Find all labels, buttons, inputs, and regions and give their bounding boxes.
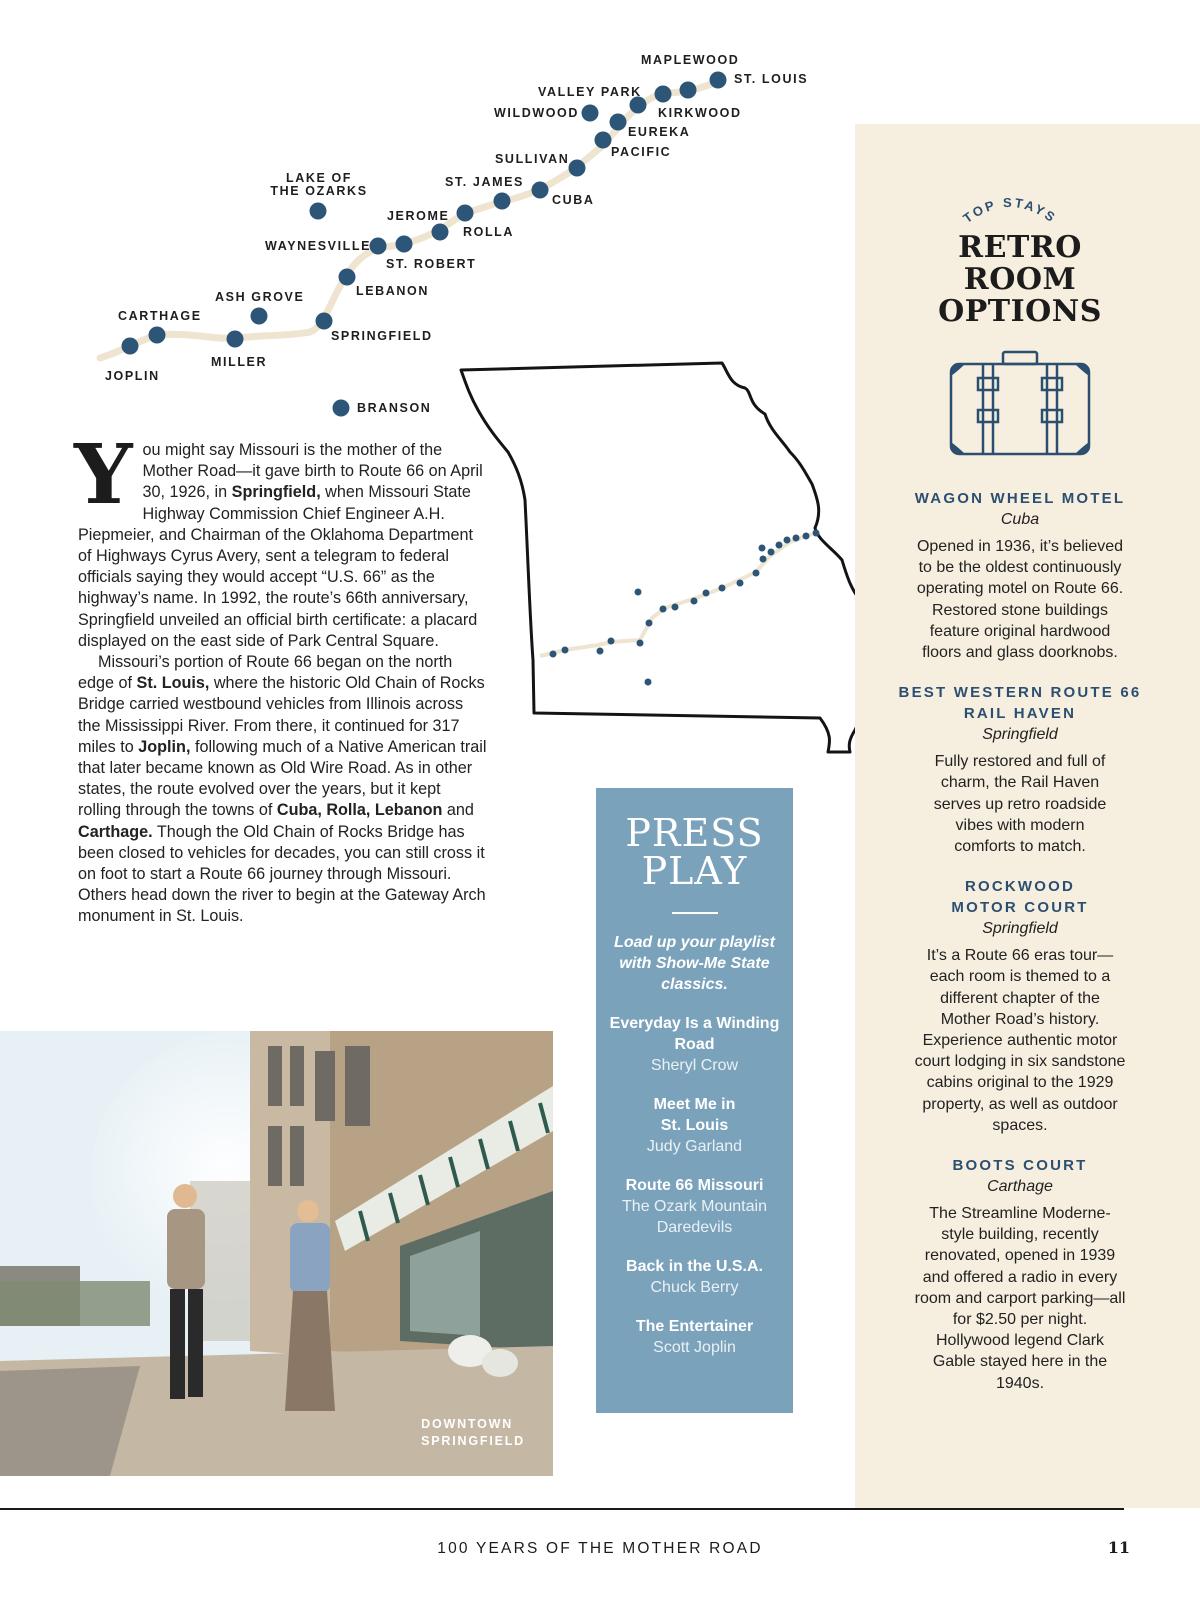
article-text: when Missouri State Highway Commission Chief Engineer A.H. Piepmeier, and Chairman of the Oklahoma Department of Highways Cyrus Avery, sent a telegram to federal officials saying they would accept “U.S. 66” as the highway’s name. In 1992, the route’s 66th anniversary, Springfield unveiled an official birth certificate: a placard displayed on the east side of Park Central Square. [78, 483, 478, 650]
svg-text:TOP STAYS [960, 195, 1059, 226]
stay-city: Carthage [987, 1178, 1053, 1196]
city-dot-waynesville [370, 238, 387, 255]
city-label: ST. ROBERT [386, 257, 477, 271]
city-dot-sullivan [569, 160, 586, 177]
city-label: JEROME [387, 209, 450, 223]
divider [672, 912, 718, 914]
song-title: Meet Me in St. Louis [653, 1096, 736, 1134]
article-text: Though the Old Chain of Rocks Bridge has been closed to vehicles for decades, you can still cross it on foot to start a Route 66 journey through Missouri. Others head down the river to begin at the Gateway Arch monument in St. Louis. [78, 822, 486, 926]
stay-city: Cuba [1000, 511, 1040, 528]
photo-caption-line: DOWNTOWN [421, 1417, 514, 1431]
city-label: CARTHAGE [118, 309, 202, 323]
city-dot-lake-ozarks [310, 203, 327, 220]
city-labels [105, 53, 808, 415]
city-label: BRANSON [357, 401, 432, 415]
song-artist: Judy Garland [646, 1138, 743, 1155]
city-label: WILDWOOD [494, 106, 580, 120]
section-title [855, 232, 1185, 328]
city-dot-wildwood [582, 105, 599, 122]
city-dot-cuba [532, 182, 549, 199]
missouri-outline [461, 363, 872, 752]
city-dot-lebanon [339, 269, 356, 286]
stays-list [855, 488, 1185, 1413]
city-dot-kirkwood [630, 97, 647, 114]
top-stays-sidebar [855, 124, 1200, 1508]
stay-item [855, 488, 1185, 663]
stay-item [855, 876, 1185, 1136]
song-item [596, 1013, 793, 1076]
article-paragraph-1 [74, 427, 488, 652]
stay-description: It’s a Route 66 eras tour—each room is themed to a different chapter of the Mother Road’s history. Experience authentic motor court lodging in six sandstone cabins original to the 1929 property, as well as outdoor spaces. [914, 947, 1126, 1134]
article-paragraph-2 [78, 652, 488, 928]
bold-place-name: Carthage. [78, 822, 153, 841]
city-dot-joplin [122, 338, 139, 355]
city-label: ROLLA [463, 225, 515, 239]
city-dot-st-robert [396, 236, 413, 253]
song-list [596, 1013, 793, 1358]
city-label: KIRKWOOD [658, 106, 742, 120]
city-dot-pacific [595, 132, 612, 149]
downtown-springfield-photo [0, 1031, 553, 1476]
street-scene-illustration [0, 1031, 553, 1476]
song-artist: Chuck Berry [650, 1279, 739, 1296]
city-label: VALLEY PARK [538, 85, 642, 99]
city-label: PACIFIC [611, 145, 672, 159]
stay-city: Springfield [982, 920, 1058, 938]
mini-dots [550, 530, 820, 686]
city-label: LAKE OF [285, 171, 353, 185]
footer-title: 100 YEARS OF THE MOTHER ROAD [437, 1540, 763, 1557]
city-label: ST. JAMES [445, 175, 524, 189]
city-dot-branson [333, 400, 350, 417]
city-label: ASH GROVE [215, 290, 305, 304]
page-number: 11 [1107, 1538, 1130, 1557]
city-dot-jerome [457, 205, 474, 222]
stay-item [855, 682, 1185, 857]
article-text: and [442, 801, 474, 820]
title-line: RETRO [958, 230, 1082, 265]
stay-description: The Streamline Moderne-style building, recently renovated, opened in 1939 and offered a radio in every room and carport parking—all for $2.50 per night. Hollywood legend Clark Gable stayed here in the 1940s. [914, 1205, 1126, 1392]
suitcase-icon [947, 350, 1093, 458]
press-title-line: PRESS [625, 811, 764, 855]
city-label: ST. LOUIS [734, 72, 809, 86]
song-artist: Scott Joplin [653, 1339, 736, 1356]
city-label: MILLER [211, 355, 268, 369]
song-artist: The Ozark Mountain Daredevils [622, 1198, 767, 1236]
song-item [596, 1256, 793, 1298]
article-text: where the historic Old Chain of Rocks Bridge carried westbound vehicles from Illinois across the Mississippi River. From there, it continued for 317 miles to [78, 674, 485, 756]
city-dot-maplewood [680, 82, 697, 99]
top-stays-kicker [950, 184, 1070, 234]
city-label: SPRINGFIELD [331, 329, 433, 343]
article-text: ou might say Missouri is the mother of the Mother Road—it gave birth to Route 66 on April 30, 1926, in [142, 441, 483, 502]
press-play-title [596, 811, 793, 893]
song-item [596, 1175, 793, 1238]
footer-rule [0, 1508, 1124, 1510]
bold-place-name: Springfield, [231, 483, 321, 502]
city-label: WAYNESVILLE [265, 239, 372, 253]
press-play-box [596, 788, 793, 1413]
kicker-text: TOP STAYS [960, 194, 1060, 226]
bold-place-name: Cuba, Rolla, Lebanon [276, 801, 443, 820]
song-item [596, 1316, 793, 1358]
city-label: THE OZARKS [270, 184, 368, 198]
song-title: Route 66 Missouri [625, 1177, 764, 1194]
bold-place-name: Joplin, [138, 737, 191, 756]
city-dot-springfield [316, 313, 333, 330]
stay-description: Opened in 1936, it’s believed to be the oldest continuously operating motel on Route 66. Restored stone buildings feature original hardwood floors and glass doorknobs. [916, 538, 1124, 662]
stay-city: Springfield [982, 726, 1058, 744]
city-label: MAPLEWOOD [641, 53, 740, 67]
song-title: Back in the U.S.A. [626, 1258, 763, 1275]
city-dot-ash-grove [251, 308, 268, 325]
city-dot-st-james [494, 193, 511, 210]
stay-item [855, 1155, 1185, 1394]
title-line: ROOM [963, 262, 1077, 297]
city-label: CUBA [552, 193, 595, 207]
stay-name: ROCKWOOD MOTOR COURT [951, 878, 1089, 917]
photo-caption [421, 1416, 525, 1450]
bold-place-name: St. Louis, [136, 674, 210, 693]
city-dot-eureka [610, 114, 627, 131]
song-item [596, 1094, 793, 1157]
city-label: JOPLIN [105, 369, 160, 383]
city-label: EUREKA [628, 125, 691, 139]
city-dot-valley-park [655, 86, 672, 103]
press-title-line: PLAY [641, 849, 748, 893]
article-text: following much of a Native American trail that later became known as Old Wire Road. As in other states, the route evolved over the years, but it kept rolling through the towns of [78, 737, 487, 820]
city-dot-carthage [149, 327, 166, 344]
city-label: LEBANON [356, 284, 430, 298]
song-artist: Sheryl Crow [650, 1057, 739, 1074]
drop-cap: Y [74, 427, 133, 523]
title-line: OPTIONS [938, 294, 1102, 329]
stay-name: BOOTS COURT [952, 1157, 1088, 1175]
song-title: Everyday Is a Winding Road [609, 1015, 780, 1053]
song-title: The Entertainer [635, 1318, 754, 1335]
photo-caption-line: SPRINGFIELD [421, 1434, 525, 1448]
stay-name: BEST WESTERN ROUTE 66 RAIL HAVEN [898, 684, 1142, 723]
stay-name: WAGON WHEEL MOTEL [914, 490, 1126, 507]
stay-description: Fully restored and full of charm, the Rail Haven serves up retro roadside vibes with modern comforts to match. [933, 753, 1107, 856]
press-play-intro: Load up your playlist with Show-Me State classics. [614, 934, 775, 993]
city-dot-miller [227, 331, 244, 348]
city-dot-rolla [432, 224, 449, 241]
intro-article [74, 427, 488, 928]
city-label: SULLIVAN [495, 152, 570, 166]
city-dot-st-louis [710, 72, 727, 89]
article-text: Missouri’s portion of Route 66 began on the north edge of [78, 653, 453, 693]
